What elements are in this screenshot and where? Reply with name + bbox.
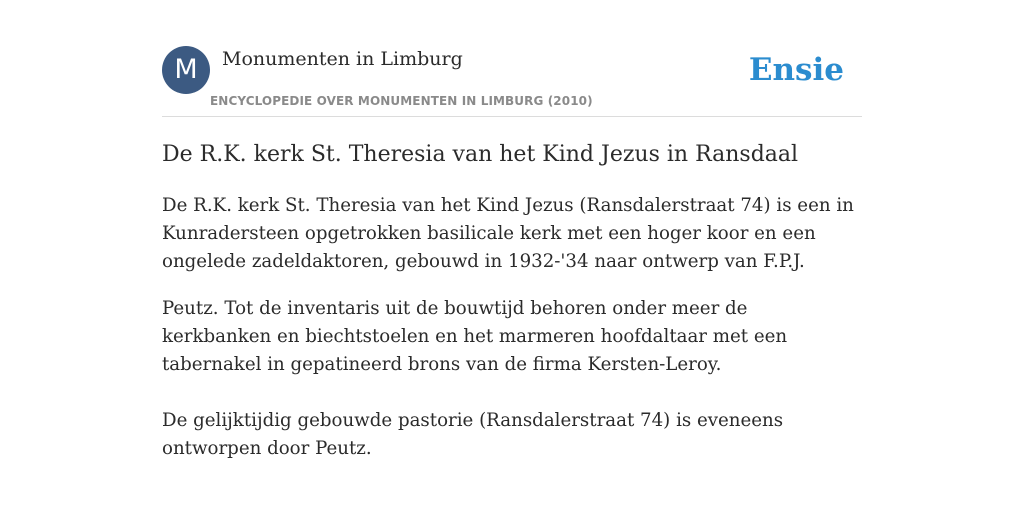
source-title-link[interactable]: Monumenten in Limburg — [222, 48, 463, 70]
source-header — [162, 46, 862, 117]
article-paragraph: De gelijktijdig gebouwde pastorie (Ransdalerstraat 74) is eveneens ontworpen door Peutz. — [162, 410, 784, 459]
source-avatar[interactable]: M — [162, 46, 210, 94]
article-title: De R.K. kerk St. Theresia van het Kind Jezus in Ransdaal — [162, 142, 799, 167]
source-subtitle: ENCYCLOPEDIE OVER MONUMENTEN IN LIMBURG (2010) — [210, 94, 593, 108]
article-paragraph: Peutz. Tot de inventaris uit de bouwtijd behoren onder meer de kerkbanken en biechtstoelen en het marmeren hoofdaltaar met een tabernakel in gepatineerd brons van de firma Kersten-Leroy. — [162, 298, 788, 375]
article-paragraph: De R.K. kerk St. Theresia van het Kind Jezus (Ransdalerstraat 74) is een in Kunradersteen opgetrokken basilicale kerk met een hoger koor en een ongelede zadeldaktoren, gebouwd in 1932-'34 naar ontwerp van F.P.J. — [162, 195, 854, 272]
article — [162, 138, 862, 463]
ensie-logo-link[interactable]: Ensie — [748, 52, 844, 88]
